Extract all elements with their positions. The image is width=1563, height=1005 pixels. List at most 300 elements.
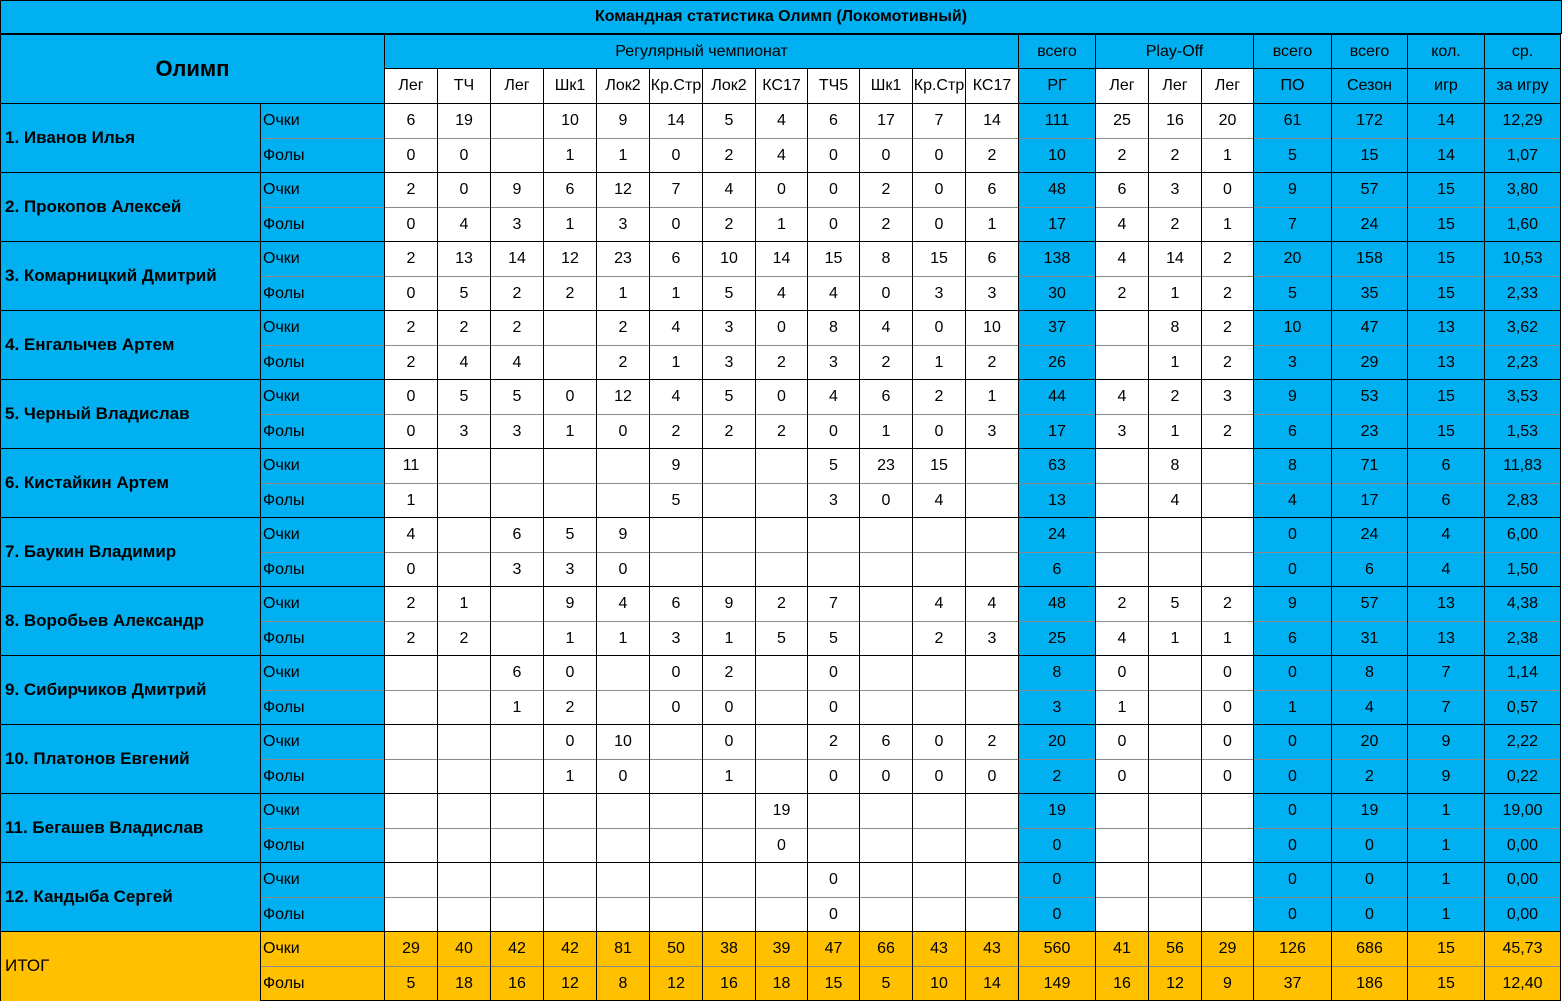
- regular-game-cell: [438, 518, 491, 553]
- regular-game-column-header: Лок2: [597, 69, 650, 104]
- regular-game-cell: 2: [597, 346, 650, 380]
- regular-game-cell: 42: [544, 932, 597, 967]
- regular-game-cell: 1: [385, 484, 438, 518]
- rg-total-cell: 111: [1019, 104, 1096, 139]
- regular-game-cell: 3: [966, 415, 1019, 449]
- regular-game-cell: [966, 553, 1019, 587]
- avg-per-game-cell: 0,57: [1485, 691, 1561, 725]
- regular-game-cell: 6: [650, 587, 703, 622]
- regular-game-cell: [808, 829, 860, 863]
- regular-game-cell: 3: [703, 311, 756, 346]
- playoff-game-cell: 3: [1202, 380, 1254, 415]
- playoff-game-cell: 2: [1202, 277, 1254, 311]
- points-row: [1, 656, 1561, 691]
- regular-game-cell: [913, 553, 966, 587]
- regular-game-cell: 2: [703, 139, 756, 173]
- regular-game-cell: 3: [650, 622, 703, 656]
- season-total-cell: 0: [1332, 898, 1408, 932]
- regular-game-cell: [597, 449, 650, 484]
- regular-game-cell: 0: [703, 691, 756, 725]
- po-total-cell: 7: [1254, 208, 1332, 242]
- regular-game-cell: 0: [913, 311, 966, 346]
- playoff-game-cell: [1149, 760, 1202, 794]
- regular-game-cell: [385, 829, 438, 863]
- regular-game-cell: 0: [913, 725, 966, 760]
- regular-game-cell: [913, 656, 966, 691]
- regular-game-cell: [491, 725, 544, 760]
- regular-game-cell: 14: [650, 104, 703, 139]
- regular-game-cell: 2: [385, 242, 438, 277]
- regular-game-cell: [491, 104, 544, 139]
- avg-per-game-subheader: за игру: [1485, 69, 1561, 104]
- rg-total-cell: 63: [1019, 449, 1096, 484]
- regular-game-cell: 2: [913, 380, 966, 415]
- season-total-cell: 8: [1332, 656, 1408, 691]
- player-name: 4. Енгалычев Артем: [1, 311, 261, 380]
- total-label: ИТОГ: [1, 932, 261, 1001]
- playoff-game-cell: 0: [1096, 656, 1149, 691]
- regular-game-cell: [597, 863, 650, 898]
- games-count-cell: 7: [1408, 656, 1485, 691]
- po-total-cell: 61: [1254, 104, 1332, 139]
- playoff-game-cell: [1096, 484, 1149, 518]
- regular-game-cell: [597, 898, 650, 932]
- regular-game-cell: [544, 794, 597, 829]
- playoff-game-cell: [1096, 553, 1149, 587]
- regular-game-cell: 1: [703, 760, 756, 794]
- playoff-game-cell: 20: [1202, 104, 1254, 139]
- player-name: 5. Черный Владислав: [1, 380, 261, 449]
- regular-game-cell: 12: [544, 242, 597, 277]
- po-total-subheader: ПО: [1254, 69, 1332, 104]
- regular-game-cell: 6: [966, 242, 1019, 277]
- playoff-game-cell: 1: [1149, 277, 1202, 311]
- points-row: [1, 173, 1561, 208]
- regular-game-cell: 18: [756, 967, 808, 1001]
- season-total-cell: 53: [1332, 380, 1408, 415]
- regular-game-cell: 40: [438, 932, 491, 967]
- regular-game-cell: 0: [544, 725, 597, 760]
- playoff-game-cell: [1149, 656, 1202, 691]
- regular-game-cell: 5: [703, 380, 756, 415]
- regular-game-cell: [491, 622, 544, 656]
- regular-game-cell: 6: [966, 173, 1019, 208]
- regular-game-cell: 15: [913, 449, 966, 484]
- regular-game-cell: 1: [438, 587, 491, 622]
- regular-game-cell: 8: [597, 967, 650, 1001]
- regular-game-cell: 1: [966, 208, 1019, 242]
- regular-game-cell: 1: [756, 208, 808, 242]
- regular-game-cell: 1: [597, 277, 650, 311]
- stat-label: Фолы: [261, 622, 385, 656]
- playoff-game-cell: 56: [1149, 932, 1202, 967]
- sheet-title: Командная статистика Олимп (Локомотивный): [0, 0, 1562, 34]
- games-count-subheader: игр: [1408, 69, 1485, 104]
- regular-game-cell: 9: [703, 587, 756, 622]
- games-count-cell: 15: [1408, 277, 1485, 311]
- regular-game-cell: 0: [913, 415, 966, 449]
- stat-label: Очки: [261, 242, 385, 277]
- avg-per-game-cell: 11,83: [1485, 449, 1561, 484]
- regular-game-cell: 2: [385, 311, 438, 346]
- regular-game-cell: [913, 898, 966, 932]
- stat-label: Фолы: [261, 829, 385, 863]
- regular-game-cell: [913, 863, 966, 898]
- regular-game-cell: [703, 449, 756, 484]
- rg-total-cell: 17: [1019, 415, 1096, 449]
- playoff-game-column-header: Лег: [1202, 69, 1254, 104]
- regular-game-cell: [597, 794, 650, 829]
- regular-game-cell: [385, 691, 438, 725]
- regular-game-cell: 9: [544, 587, 597, 622]
- regular-game-cell: 39: [756, 932, 808, 967]
- stat-label: Фолы: [261, 346, 385, 380]
- regular-game-cell: 5: [860, 967, 913, 1001]
- points-row: [1, 587, 1561, 622]
- rg-total-cell: 0: [1019, 829, 1096, 863]
- playoff-game-cell: 1: [1202, 139, 1254, 173]
- regular-game-cell: 0: [385, 380, 438, 415]
- regular-game-cell: [544, 829, 597, 863]
- regular-game-cell: [756, 484, 808, 518]
- games-count-cell: 13: [1408, 346, 1485, 380]
- po-total-cell: 0: [1254, 553, 1332, 587]
- season-total-cell: 23: [1332, 415, 1408, 449]
- avg-per-game-cell: 2,38: [1485, 622, 1561, 656]
- playoff-game-cell: 9: [1202, 967, 1254, 1001]
- regular-game-cell: [438, 553, 491, 587]
- games-count-cell: 7: [1408, 691, 1485, 725]
- rg-total-cell: 44: [1019, 380, 1096, 415]
- playoff-game-cell: 4: [1096, 622, 1149, 656]
- points-row: [1, 104, 1561, 139]
- regular-game-cell: 0: [860, 484, 913, 518]
- rg-total-cell: 6: [1019, 553, 1096, 587]
- rg-total-header: всего: [1019, 35, 1096, 69]
- games-count-cell: 13: [1408, 587, 1485, 622]
- regular-game-cell: 4: [650, 380, 703, 415]
- avg-per-game-cell: 0,00: [1485, 898, 1561, 932]
- playoff-game-cell: 2: [1202, 346, 1254, 380]
- regular-game-cell: 12: [597, 173, 650, 208]
- regular-game-cell: 0: [913, 173, 966, 208]
- regular-game-cell: 0: [808, 415, 860, 449]
- regular-game-cell: [544, 449, 597, 484]
- playoff-game-cell: 5: [1149, 587, 1202, 622]
- regular-game-cell: 0: [808, 691, 860, 725]
- playoff-game-cell: 16: [1096, 967, 1149, 1001]
- regular-game-cell: 2: [544, 277, 597, 311]
- player-name: 6. Кистайкин Артем: [1, 449, 261, 518]
- regular-game-cell: [650, 829, 703, 863]
- regular-game-cell: [966, 656, 1019, 691]
- regular-game-cell: [385, 760, 438, 794]
- playoff-game-cell: 4: [1096, 242, 1149, 277]
- season-total-header: всего: [1332, 35, 1408, 69]
- regular-game-cell: [860, 553, 913, 587]
- games-count-cell: 9: [1408, 760, 1485, 794]
- regular-game-cell: 3: [703, 346, 756, 380]
- regular-game-cell: [860, 898, 913, 932]
- playoff-game-cell: 2: [1149, 139, 1202, 173]
- regular-game-cell: [491, 863, 544, 898]
- avg-per-game-cell: 1,50: [1485, 553, 1561, 587]
- po-total-cell: 0: [1254, 725, 1332, 760]
- stat-label: Фолы: [261, 139, 385, 173]
- regular-season-header: Регулярный чемпионат: [385, 35, 1019, 69]
- playoff-game-column-header: Лег: [1096, 69, 1149, 104]
- regular-game-cell: 15: [913, 242, 966, 277]
- regular-game-cell: [703, 553, 756, 587]
- regular-game-cell: [385, 656, 438, 691]
- regular-game-cell: 12: [650, 967, 703, 1001]
- team-stats-table: [0, 34, 1561, 1001]
- po-total-cell: 5: [1254, 139, 1332, 173]
- playoff-game-cell: [1096, 863, 1149, 898]
- rg-total-cell: 26: [1019, 346, 1096, 380]
- season-total-cell: 47: [1332, 311, 1408, 346]
- playoff-game-cell: 2: [1096, 139, 1149, 173]
- regular-game-cell: [491, 484, 544, 518]
- regular-game-cell: 0: [756, 173, 808, 208]
- regular-game-cell: 3: [597, 208, 650, 242]
- regular-game-cell: 2: [703, 415, 756, 449]
- regular-game-cell: 2: [966, 139, 1019, 173]
- regular-game-cell: 0: [808, 760, 860, 794]
- regular-game-cell: 2: [966, 725, 1019, 760]
- regular-game-cell: [491, 587, 544, 622]
- regular-game-cell: 3: [491, 553, 544, 587]
- games-count-cell: 9: [1408, 725, 1485, 760]
- playoff-game-cell: [1149, 898, 1202, 932]
- regular-game-cell: [808, 518, 860, 553]
- stat-label: Очки: [261, 518, 385, 553]
- regular-game-cell: 4: [385, 518, 438, 553]
- regular-game-cell: [438, 794, 491, 829]
- avg-per-game-cell: 12,29: [1485, 104, 1561, 139]
- regular-game-cell: 1: [544, 139, 597, 173]
- regular-game-cell: [860, 863, 913, 898]
- season-total-cell: 686: [1332, 932, 1408, 967]
- team-name-header: Олимп: [1, 35, 385, 104]
- playoff-game-cell: 4: [1096, 380, 1149, 415]
- avg-per-game-cell: 1,53: [1485, 415, 1561, 449]
- regular-game-cell: 5: [544, 518, 597, 553]
- player-name: 7. Баукин Владимир: [1, 518, 261, 587]
- stat-label: Очки: [261, 173, 385, 208]
- regular-game-cell: 0: [385, 208, 438, 242]
- regular-game-cell: 0: [544, 380, 597, 415]
- regular-game-cell: 0: [385, 415, 438, 449]
- season-total-cell: 35: [1332, 277, 1408, 311]
- po-total-cell: 0: [1254, 760, 1332, 794]
- rg-total-cell: 3: [1019, 691, 1096, 725]
- regular-game-cell: 4: [650, 311, 703, 346]
- regular-game-cell: 38: [703, 932, 756, 967]
- playoff-game-cell: 14: [1149, 242, 1202, 277]
- avg-per-game-cell: 3,53: [1485, 380, 1561, 415]
- regular-game-cell: 4: [597, 587, 650, 622]
- rg-total-cell: 560: [1019, 932, 1096, 967]
- season-total-subheader: Сезон: [1332, 69, 1408, 104]
- regular-game-cell: 2: [385, 587, 438, 622]
- avg-per-game-header: ср.: [1485, 35, 1561, 69]
- regular-game-cell: [491, 898, 544, 932]
- regular-game-cell: 16: [491, 967, 544, 1001]
- po-total-cell: 3: [1254, 346, 1332, 380]
- playoff-game-cell: 1: [1149, 622, 1202, 656]
- games-count-cell: 14: [1408, 139, 1485, 173]
- season-total-cell: 4: [1332, 691, 1408, 725]
- po-total-cell: 0: [1254, 794, 1332, 829]
- playoff-game-cell: [1149, 794, 1202, 829]
- regular-game-cell: 13: [438, 242, 491, 277]
- games-count-cell: 4: [1408, 553, 1485, 587]
- regular-game-cell: [597, 691, 650, 725]
- playoff-game-cell: 1: [1149, 346, 1202, 380]
- regular-game-cell: [756, 725, 808, 760]
- regular-game-cell: 42: [491, 932, 544, 967]
- regular-game-cell: 0: [597, 760, 650, 794]
- stat-label: Очки: [261, 311, 385, 346]
- regular-game-cell: 0: [756, 311, 808, 346]
- stat-label: Очки: [261, 380, 385, 415]
- regular-game-cell: 19: [756, 794, 808, 829]
- regular-game-cell: 50: [650, 932, 703, 967]
- regular-game-cell: [597, 656, 650, 691]
- regular-game-cell: 4: [860, 311, 913, 346]
- stat-label: Фолы: [261, 967, 385, 1001]
- po-total-cell: 0: [1254, 518, 1332, 553]
- playoff-game-cell: [1149, 691, 1202, 725]
- games-count-cell: 6: [1408, 484, 1485, 518]
- regular-game-cell: 0: [808, 863, 860, 898]
- avg-per-game-cell: 0,00: [1485, 863, 1561, 898]
- playoff-game-cell: 0: [1096, 725, 1149, 760]
- regular-game-cell: 10: [966, 311, 1019, 346]
- games-count-cell: 4: [1408, 518, 1485, 553]
- regular-game-cell: 0: [808, 898, 860, 932]
- regular-game-cell: 1: [544, 622, 597, 656]
- player-name: 12. Кандыба Сергей: [1, 863, 261, 932]
- points-row: [1, 380, 1561, 415]
- stat-label: Очки: [261, 725, 385, 760]
- season-total-cell: 6: [1332, 553, 1408, 587]
- regular-game-cell: [438, 656, 491, 691]
- stat-label: Очки: [261, 794, 385, 829]
- avg-per-game-cell: 12,40: [1485, 967, 1561, 1001]
- regular-game-cell: 7: [650, 173, 703, 208]
- regular-game-cell: [966, 691, 1019, 725]
- regular-game-column-header: Шк1: [860, 69, 913, 104]
- regular-game-cell: 4: [491, 346, 544, 380]
- regular-game-cell: 81: [597, 932, 650, 967]
- po-total-cell: 8: [1254, 449, 1332, 484]
- regular-game-cell: [913, 829, 966, 863]
- rg-total-cell: 13: [1019, 484, 1096, 518]
- regular-game-cell: 0: [597, 415, 650, 449]
- regular-game-cell: [913, 691, 966, 725]
- points-row: [1, 449, 1561, 484]
- regular-game-cell: [756, 760, 808, 794]
- regular-game-cell: 0: [385, 139, 438, 173]
- regular-game-cell: [385, 725, 438, 760]
- playoff-game-cell: [1202, 553, 1254, 587]
- playoff-game-cell: 0: [1202, 656, 1254, 691]
- regular-game-cell: 12: [597, 380, 650, 415]
- stat-label: Фолы: [261, 691, 385, 725]
- avg-per-game-cell: 3,80: [1485, 173, 1561, 208]
- playoff-game-cell: [1096, 311, 1149, 346]
- regular-game-cell: [438, 829, 491, 863]
- regular-game-cell: 2: [756, 346, 808, 380]
- regular-game-cell: 2: [385, 622, 438, 656]
- playoff-game-cell: 2: [1202, 242, 1254, 277]
- regular-game-cell: [650, 863, 703, 898]
- points-row: [1, 863, 1561, 898]
- regular-game-column-header: Лок2: [703, 69, 756, 104]
- regular-game-cell: 2: [491, 311, 544, 346]
- regular-game-cell: 1: [544, 208, 597, 242]
- playoff-game-cell: [1149, 725, 1202, 760]
- regular-game-cell: [650, 553, 703, 587]
- regular-game-column-header: Лег: [385, 69, 438, 104]
- regular-game-cell: [544, 311, 597, 346]
- regular-game-cell: 2: [703, 656, 756, 691]
- playoff-game-cell: [1202, 898, 1254, 932]
- points-row: [1, 311, 1561, 346]
- playoff-game-cell: [1096, 829, 1149, 863]
- regular-game-cell: 5: [808, 622, 860, 656]
- playoff-game-cell: [1096, 346, 1149, 380]
- regular-game-cell: 15: [808, 967, 860, 1001]
- stat-label: Фолы: [261, 553, 385, 587]
- regular-game-cell: 3: [438, 415, 491, 449]
- playoff-game-cell: [1202, 829, 1254, 863]
- regular-game-cell: 0: [808, 139, 860, 173]
- regular-game-cell: 2: [703, 208, 756, 242]
- regular-game-cell: 1: [913, 346, 966, 380]
- points-row: [1, 794, 1561, 829]
- regular-game-cell: 18: [438, 967, 491, 1001]
- regular-game-cell: 4: [756, 139, 808, 173]
- playoff-game-cell: 29: [1202, 932, 1254, 967]
- playoff-game-cell: [1202, 794, 1254, 829]
- season-total-cell: 0: [1332, 829, 1408, 863]
- regular-game-cell: [703, 518, 756, 553]
- playoff-game-cell: 0: [1202, 173, 1254, 208]
- games-count-cell: 6: [1408, 449, 1485, 484]
- regular-game-cell: 0: [703, 725, 756, 760]
- regular-game-cell: 8: [808, 311, 860, 346]
- regular-game-cell: 0: [808, 173, 860, 208]
- regular-game-cell: [966, 794, 1019, 829]
- regular-game-cell: 3: [544, 553, 597, 587]
- regular-game-cell: [966, 898, 1019, 932]
- regular-game-cell: [756, 898, 808, 932]
- regular-game-column-header: Лег: [491, 69, 544, 104]
- regular-game-cell: 1: [597, 139, 650, 173]
- season-total-cell: 17: [1332, 484, 1408, 518]
- regular-game-cell: 19: [438, 104, 491, 139]
- po-total-cell: 9: [1254, 173, 1332, 208]
- regular-game-cell: 14: [966, 104, 1019, 139]
- playoff-game-cell: [1096, 518, 1149, 553]
- playoff-game-cell: 25: [1096, 104, 1149, 139]
- regular-game-cell: 0: [544, 656, 597, 691]
- rg-total-cell: 8: [1019, 656, 1096, 691]
- regular-game-column-header: КС17: [756, 69, 808, 104]
